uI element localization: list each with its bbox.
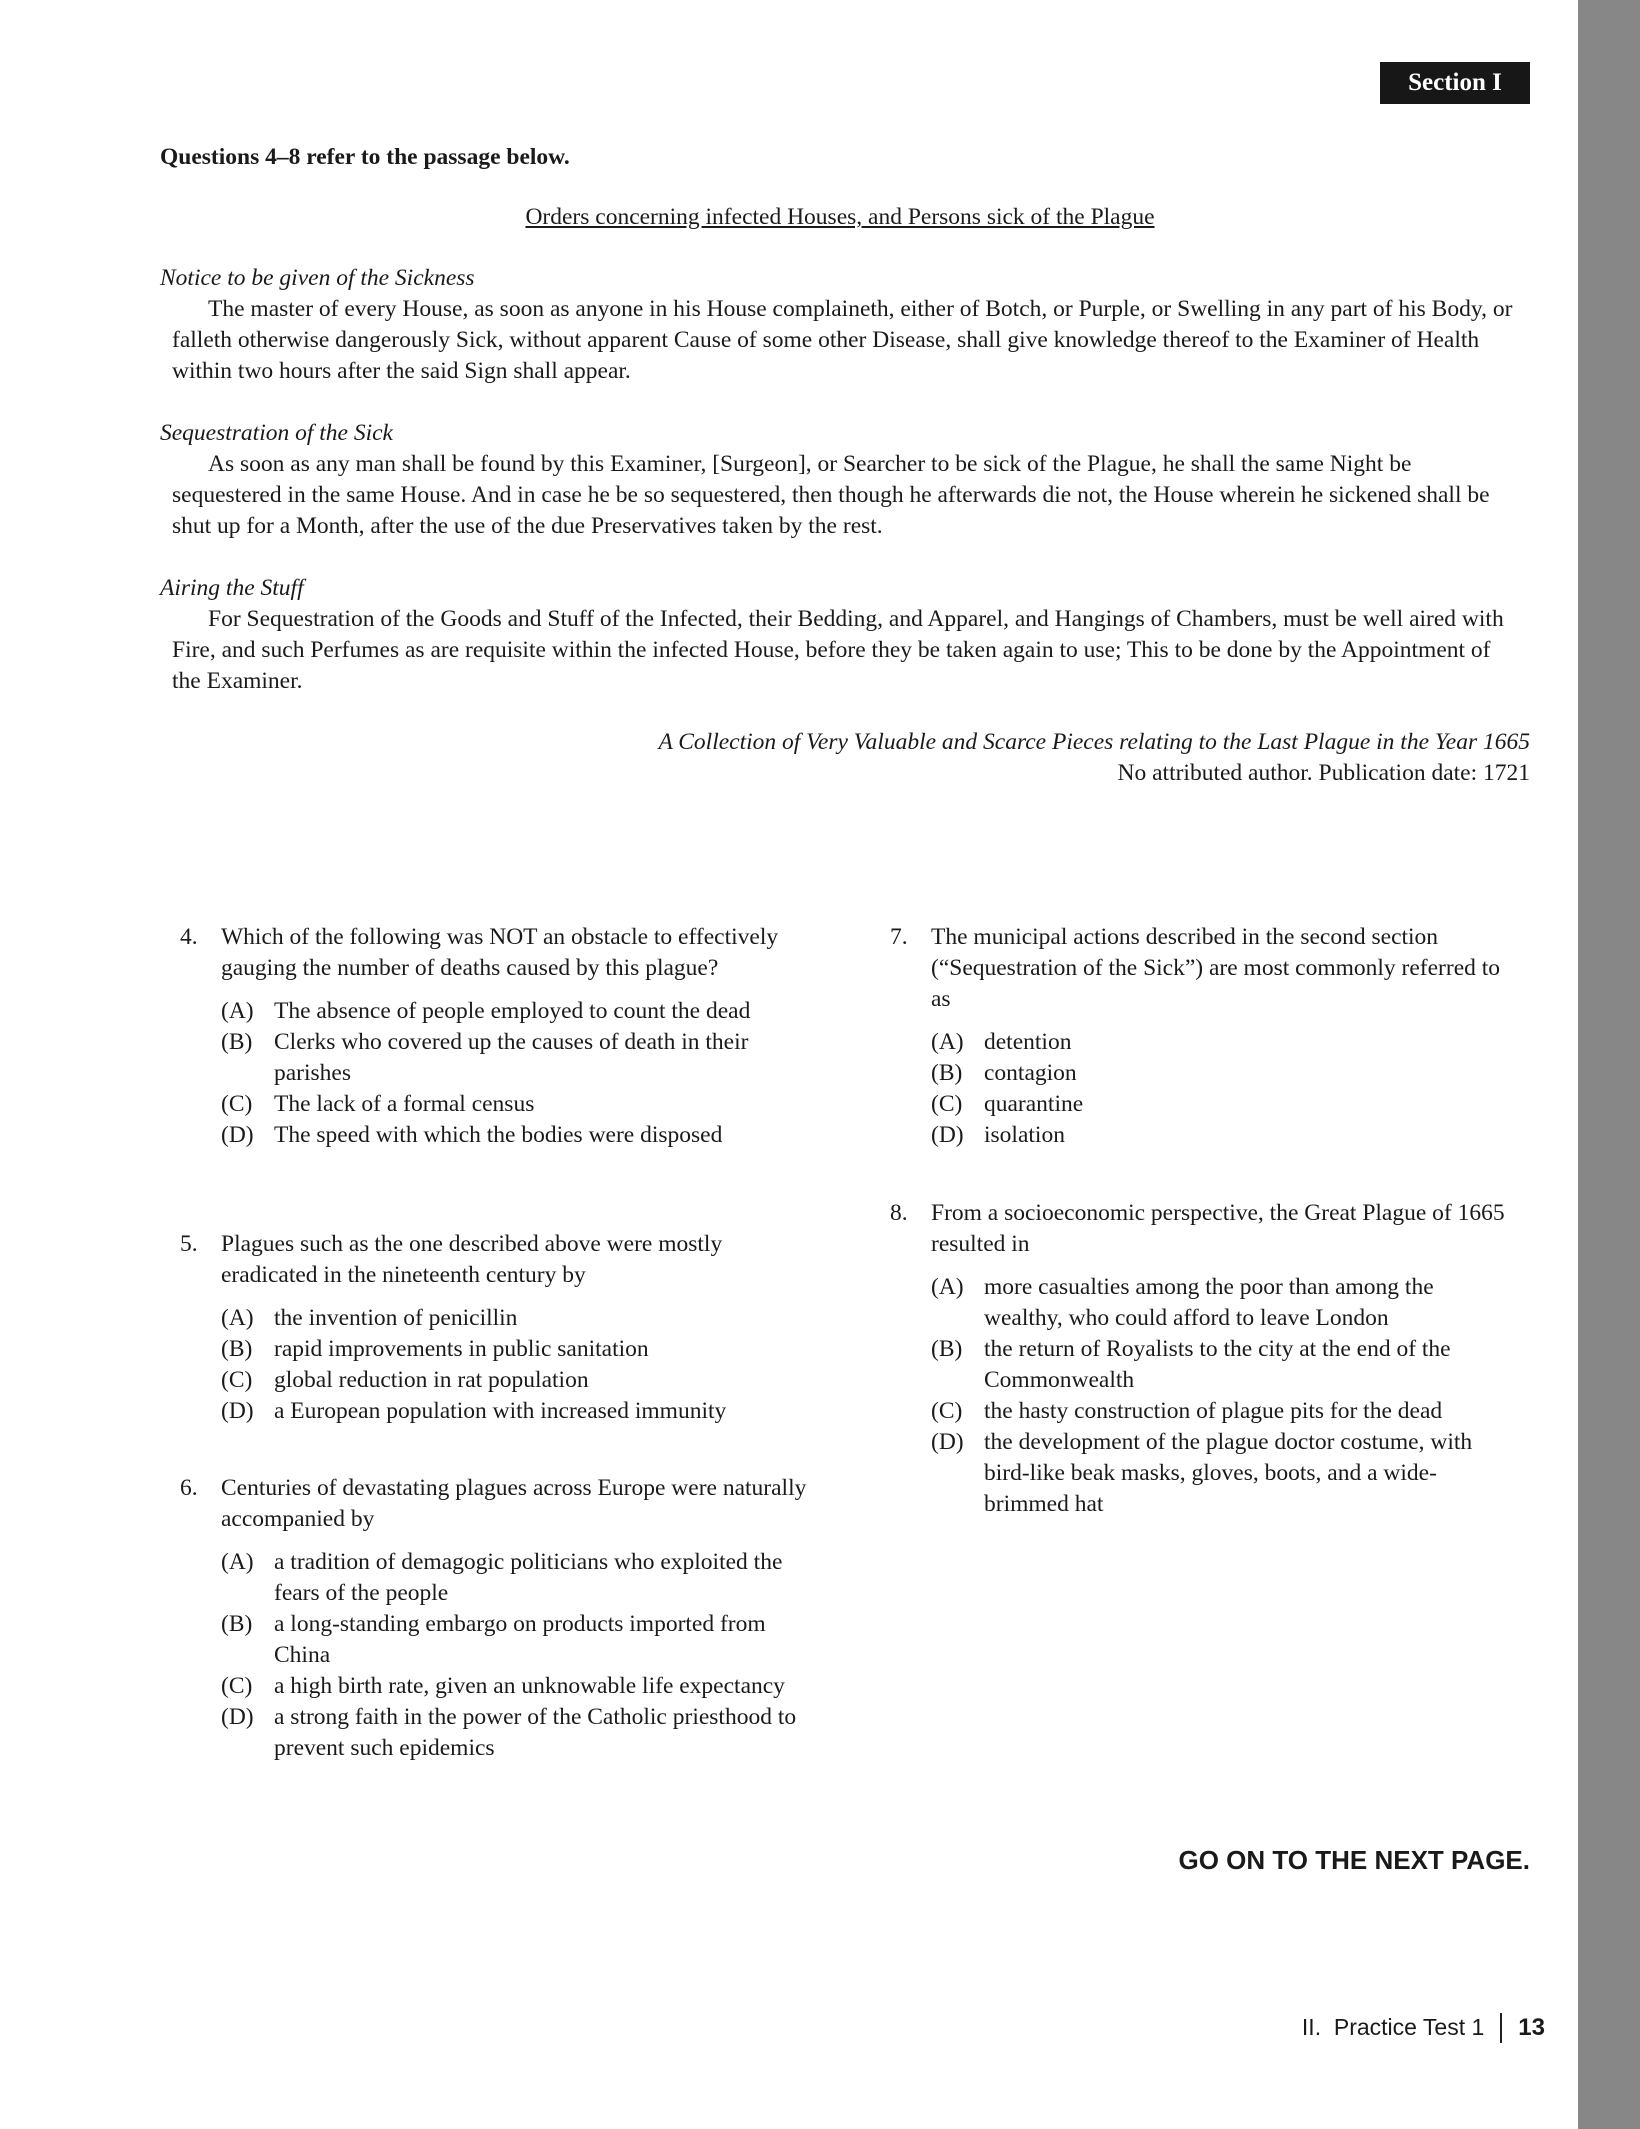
answer-option[interactable]	[221, 1547, 810, 1609]
option-letter: (A)	[931, 1029, 964, 1055]
answer-option[interactable]	[931, 1396, 1515, 1427]
answer-option[interactable]	[931, 1427, 1515, 1520]
option-text: contagion	[984, 1060, 1077, 1086]
question	[180, 922, 810, 1151]
answer-option[interactable]	[221, 1671, 810, 1702]
question-number: 7.	[890, 924, 908, 950]
passage-heading: Sequestration of the Sick	[160, 420, 393, 446]
answer-option[interactable]	[221, 1396, 810, 1427]
option-letter: (D)	[931, 1429, 964, 1455]
section-label: Section I	[1380, 62, 1530, 104]
answer-option[interactable]	[221, 1365, 810, 1396]
passage-source-note: No attributed author. Publication date: 1721	[1117, 760, 1530, 786]
option-text: a strong faith in the power of the Catholic priesthood to prevent such epidemics	[274, 1704, 797, 1761]
passage-paragraph: The master of every House, as soon as anyone in his House complaineth, either of Botch, or Purple, or Swelling in any part of his Body, or falleth otherwise dangerously Sick, without apparent Cause of some other Disease, shall give knowledge thereof to the Examiner of Health within two hours after the said Sign shall appear.	[172, 296, 1513, 384]
question	[180, 1473, 810, 1764]
option-text: global reduction in rat population	[274, 1367, 589, 1393]
answer-option[interactable]	[931, 1272, 1515, 1334]
question-number: 8.	[890, 1200, 908, 1226]
option-text: Clerks who covered up the causes of death in their parishes	[274, 1029, 749, 1086]
question-text: Plagues such as the one described above were mostly eradicated in the nineteenth century by	[221, 1231, 723, 1288]
option-letter: (B)	[221, 1611, 253, 1637]
option-text: the invention of penicillin	[274, 1305, 518, 1331]
answer-option[interactable]	[221, 1702, 810, 1764]
answer-options	[931, 1272, 1515, 1520]
question-number: 5.	[180, 1231, 198, 1257]
answer-option[interactable]	[221, 1609, 810, 1671]
question	[180, 1229, 810, 1427]
option-text: the return of Royalists to the city at the end of the Commonwealth	[984, 1336, 1451, 1393]
option-letter: (C)	[931, 1091, 963, 1117]
option-text: The speed with which the bodies were disposed	[274, 1122, 723, 1148]
question-text: From a socioeconomic perspective, the Great Plague of 1665 resulted in	[931, 1200, 1505, 1257]
option-letter: (D)	[221, 1704, 254, 1730]
option-text: The absence of people employed to count the dead	[274, 998, 751, 1024]
option-text: more casualties among the poor than among the wealthy, who could afford to leave London	[984, 1274, 1434, 1331]
option-letter: (A)	[221, 1305, 254, 1331]
questions-intro: Questions 4–8 refer to the passage below.	[160, 144, 570, 170]
answer-options	[221, 1547, 810, 1764]
option-text: The lack of a formal census	[274, 1091, 535, 1117]
question-stem	[890, 922, 1515, 1015]
passage-heading: Airing the Stuff	[160, 575, 304, 601]
answer-option[interactable]	[221, 996, 810, 1027]
option-letter: (B)	[221, 1029, 253, 1055]
option-letter: (A)	[931, 1274, 964, 1300]
footer-divider	[1500, 2013, 1502, 2043]
passage-paragraph: For Sequestration of the Goods and Stuff of the Infected, their Bedding, and Apparel, and Hangings of Chambers, must be well aired with Fire, and such Perfumes as are requisite within the infected House, before they be taken again to use; This to be done by the Appointment of the Examiner.	[172, 606, 1504, 694]
option-letter: (C)	[221, 1673, 253, 1699]
answer-options	[221, 1303, 810, 1427]
footer-label: II. Practice Test 1	[1301, 2014, 1485, 2040]
option-letter: (D)	[221, 1398, 254, 1424]
option-letter: (B)	[221, 1336, 253, 1362]
option-letter: (A)	[221, 1549, 254, 1575]
answer-option[interactable]	[931, 1120, 1515, 1151]
option-text: a tradition of demagogic politicians who exploited the fears of the people	[274, 1549, 783, 1606]
question	[890, 1198, 1515, 1520]
option-letter: (C)	[221, 1367, 253, 1393]
question-stem	[180, 1229, 810, 1291]
option-letter: (D)	[221, 1122, 254, 1148]
passage-heading: Notice to be given of the Sickness	[160, 265, 475, 291]
question-stem	[890, 1198, 1515, 1260]
answer-option[interactable]	[221, 1303, 810, 1334]
option-text: a long-standing embargo on products imported from China	[274, 1611, 766, 1668]
answer-option[interactable]	[931, 1027, 1515, 1058]
answer-option[interactable]	[221, 1089, 810, 1120]
option-letter: (A)	[221, 998, 254, 1024]
go-on-notice: GO ON TO THE NEXT PAGE.	[1178, 1845, 1530, 1875]
option-text: a high birth rate, given an unknowable life expectancy	[274, 1673, 785, 1699]
passage-source: A Collection of Very Valuable and Scarce Pieces relating to the Last Plague in the Year 1665	[658, 729, 1530, 755]
option-text: a European population with increased immunity	[274, 1398, 727, 1424]
question-text: The municipal actions described in the second section (“Sequestration of the Sick”) are most commonly referred to as	[931, 924, 1501, 1012]
answer-option[interactable]	[931, 1089, 1515, 1120]
page-number: 13	[1518, 2014, 1545, 2041]
option-letter: (B)	[931, 1336, 963, 1362]
answer-option[interactable]	[931, 1334, 1515, 1396]
question-stem	[180, 922, 810, 984]
question-text: Which of the following was NOT an obstacle to effectively gauging the number of deaths caused by this plague?	[221, 924, 779, 981]
option-text: the development of the plague doctor costume, with bird-like beak masks, gloves, boots, and a wide-brimmed hat	[984, 1429, 1473, 1517]
option-letter: (C)	[931, 1398, 963, 1424]
answer-options	[221, 996, 810, 1151]
option-text: rapid improvements in public sanitation	[274, 1336, 649, 1362]
option-text: detention	[984, 1029, 1072, 1055]
answer-option[interactable]	[221, 1334, 810, 1365]
answer-option[interactable]	[221, 1027, 810, 1089]
answer-option[interactable]	[931, 1058, 1515, 1089]
passage-title: Orders concerning infected Houses, and Persons sick of the Plague	[525, 204, 1155, 230]
option-letter: (D)	[931, 1122, 964, 1148]
question-number: 4.	[180, 924, 198, 950]
answer-options	[931, 1027, 1515, 1151]
page-footer	[1302, 2012, 1545, 2043]
option-text: quarantine	[984, 1091, 1084, 1117]
question	[890, 922, 1515, 1151]
page-edge-bar	[1578, 0, 1640, 2129]
question-text: Centuries of devastating plagues across Europe were naturally accompanied by	[221, 1475, 807, 1532]
option-text: the hasty construction of plague pits for the dead	[984, 1398, 1443, 1424]
answer-option[interactable]	[221, 1120, 810, 1151]
question-number: 6.	[180, 1475, 198, 1501]
option-letter: (B)	[931, 1060, 963, 1086]
option-letter: (C)	[221, 1091, 253, 1117]
question-stem	[180, 1473, 810, 1535]
option-text: isolation	[984, 1122, 1065, 1148]
passage-paragraph: As soon as any man shall be found by this Examiner, [Surgeon], or Searcher to be sick of the Plague, he shall the same Night be sequestered in the same House. And in case he be so sequestered, then though he afterwards die not, the House wherein he sickened shall be shut up for a Month, after the use of the due Preservatives taken by the rest.	[172, 451, 1490, 539]
